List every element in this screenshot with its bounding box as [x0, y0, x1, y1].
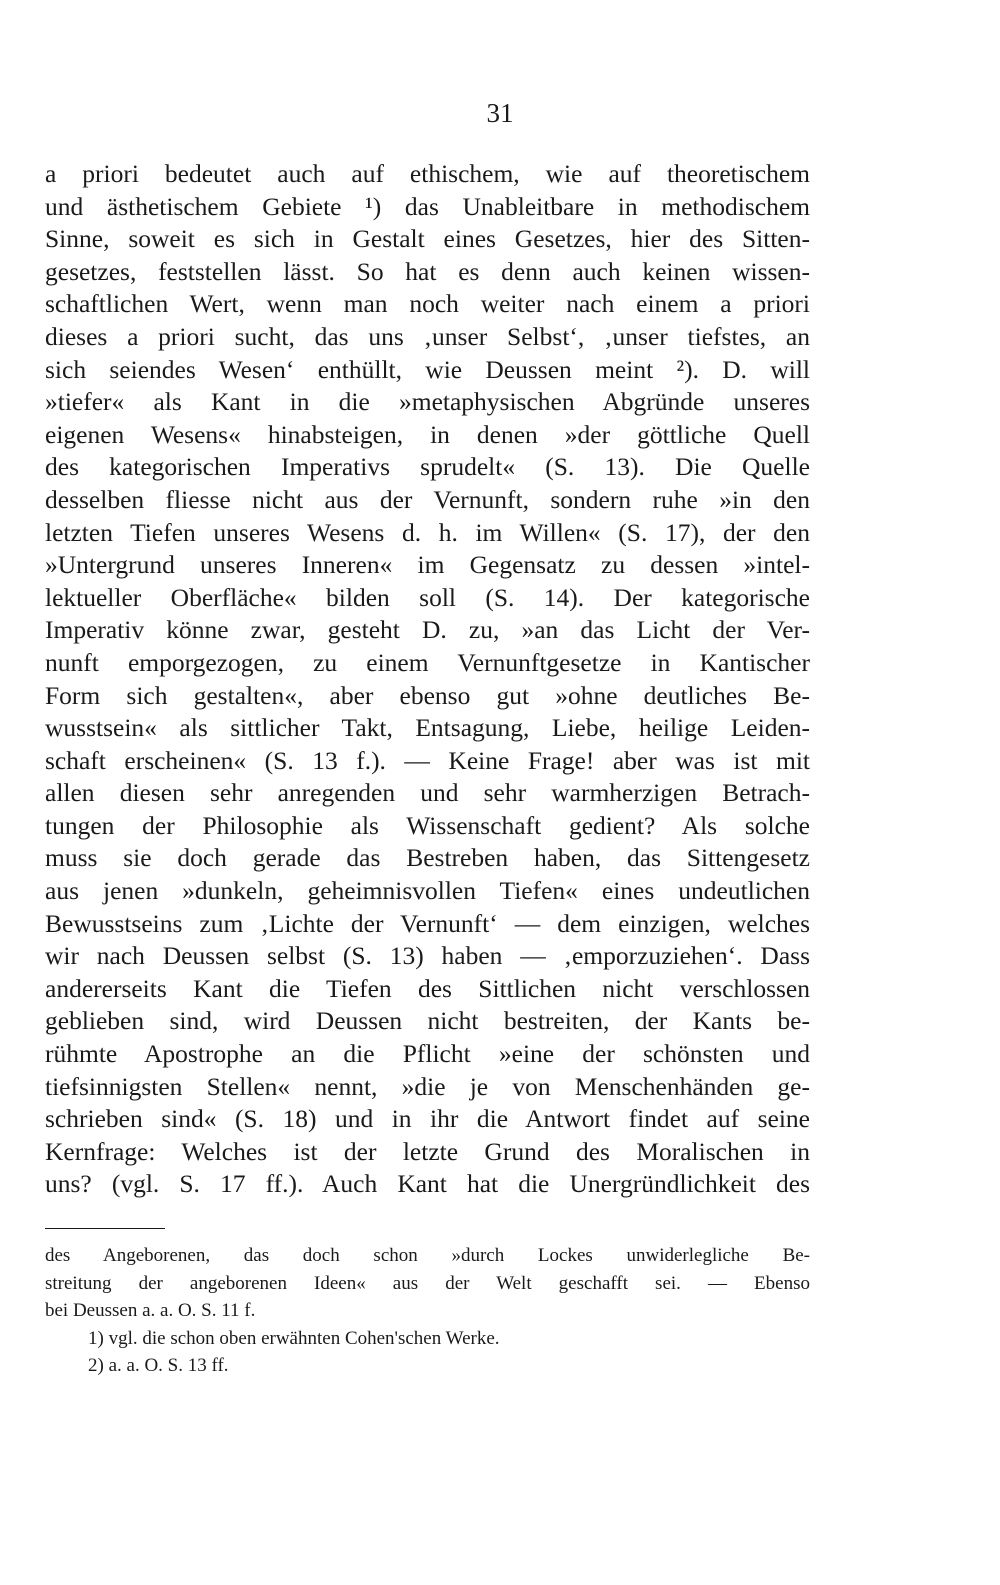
text-line: geblieben sind, wird Deussen nicht bestreiten, der Kants be- [45, 1006, 810, 1036]
text-line: desselben fliesse nicht aus der Vernunft, sondern ruhe »in den [45, 484, 810, 514]
text-line: lektueller Oberfläche« bilden soll (S. 14). Der kategorische [45, 582, 810, 612]
text-line: schaftlichen Wert, wenn man noch weiter nach einem a priori [45, 289, 810, 319]
footnote-2: 2) a. a. O. S. 13 ff. [88, 1355, 229, 1376]
text-line: tiefsinnigsten Stellen« nennt, »die je von Menschenhänden ge- [45, 1071, 810, 1101]
text-line: rühmte Apostrophe an die Pflicht »eine der schönsten und [45, 1039, 810, 1069]
text-line: Form sich gestalten«, aber ebenso gut »ohne deutliches Be- [45, 680, 810, 710]
text-line: schaft erscheinen« (S. 13 f.). — Keine Frage! aber was ist mit [45, 745, 810, 775]
text-line: Imperativ könne zwar, gesteht D. zu, »an das Licht der Ver- [45, 615, 810, 645]
text-line: schrieben sind« (S. 18) und in ihr die Antwort findet auf seine [45, 1104, 810, 1134]
text-line: allen diesen sehr anregenden und sehr warmherzigen Betrach- [45, 778, 810, 808]
text-line: andererseits Kant die Tiefen des Sittlichen nicht verschlossen [45, 973, 810, 1003]
text-line: nunft emporgezogen, zu einem Vernunftgesetze in Kantischer [45, 647, 810, 677]
page-number: 31 [486, 98, 514, 128]
text-line: wusstsein« als sittlicher Takt, Entsagung, Liebe, heilige Leiden- [45, 713, 810, 743]
text-line: eigenen Wesens« hinabsteigen, in denen »der göttliche Quell [45, 419, 810, 449]
footnotes [45, 1242, 810, 1380]
text-line: Sinne, soweit es sich in Gestalt eines Gesetzes, hier des Sitten- [45, 224, 810, 254]
text-line: des kategorischen Imperativs sprudelt« (S. 13). Die Quelle [45, 452, 810, 482]
footnote-continuation-line: des Angeborenen, das doch schon »durch Lockes unwiderlegliche Be- [45, 1245, 810, 1266]
footnote-continuation-line: streitung der angeborenen Ideen« aus der Welt geschafft sei. — Ebenso [45, 1272, 810, 1294]
text-line: sich seiendes Wesen‘ enthüllt, wie Deussen meint ²). D. will [45, 354, 810, 384]
text-line: letzten Tiefen unseres Wesens d. h. im Willen« (S. 17), der den [45, 517, 810, 547]
text-line: muss sie doch gerade das Bestreben haben, das Sittengesetz [45, 843, 810, 873]
text-line: Bewusstseins zum ‚Lichte der Vernunft‘ — dem einzigen, welches [45, 908, 810, 938]
text-line: uns? (vgl. S. 17 ff.). Auch Kant hat die Unergründlichkeit des [45, 1169, 810, 1199]
text-line: Kernfrage: Welches ist der letzte Grund des Moralischen in [45, 1136, 810, 1166]
text-line: dieses a priori sucht, das uns ‚unser Selbst‘, ‚unser tiefstes, an [45, 321, 810, 351]
text-line: a priori bedeutet auch auf ethischem, wie auf theoretischem [45, 159, 810, 188]
footnote-rule [45, 1228, 165, 1229]
text-line: gesetzes, feststellen lässt. So hat es denn auch keinen wissen- [45, 256, 810, 286]
text-line: und ästhetischem Gebiete ¹) das Unableitbare in methodischem [45, 191, 810, 221]
footnote-1: 1) vgl. die schon oben erwähnten Cohen'schen Werke. [88, 1327, 500, 1349]
body-text [45, 158, 810, 1201]
text-line: »Untergrund unseres Inneren« im Gegensatz zu dessen »intel- [45, 550, 810, 580]
text-line: »tiefer« als Kant in die »metaphysischen Abgründe unseres [45, 387, 810, 417]
footnote-continuation-line: bei Deussen a. a. O. S. 11 f. [45, 1300, 256, 1321]
text-line: wir nach Deussen selbst (S. 13) haben — ‚emporzuziehen‘. Dass [45, 941, 810, 971]
text-line: tungen der Philosophie als Wissenschaft gedient? Als solche [45, 810, 810, 840]
text-line: aus jenen »dunkeln, geheimnisvollen Tiefen« eines undeutlichen [45, 876, 810, 906]
